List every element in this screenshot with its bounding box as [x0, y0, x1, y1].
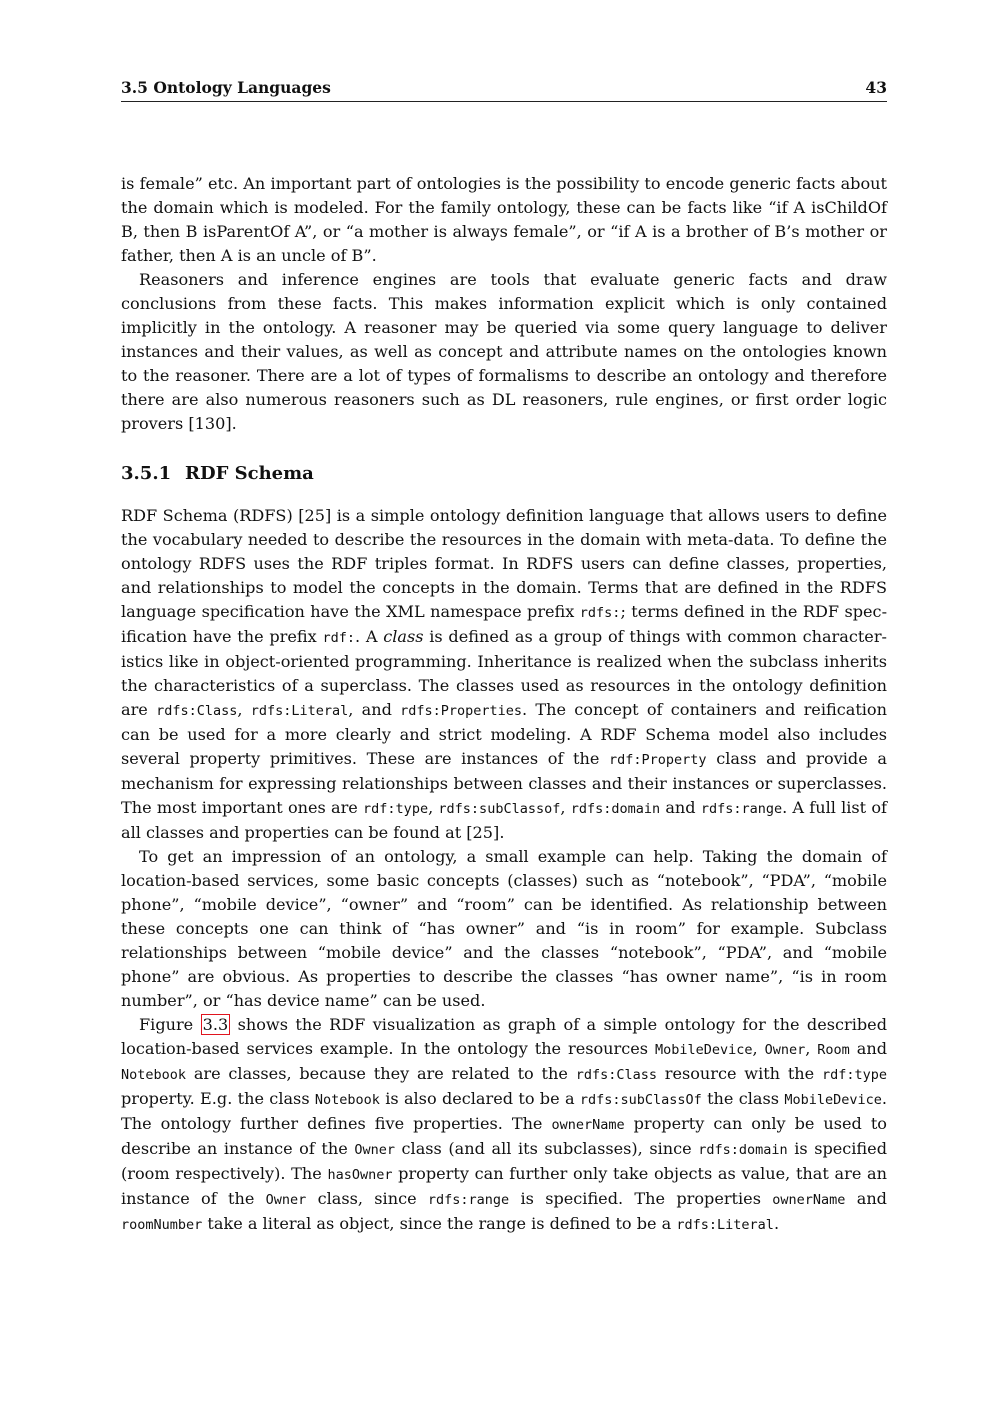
page-number: 43 [865, 78, 887, 97]
header-section-title: 3.5 Ontology Languages [121, 78, 331, 97]
figure-reference-link[interactable]: 3.3 [202, 1015, 229, 1034]
paragraph-reasoners: Reasoners and inference engines are tools that evaluate generic facts and draw conclusions from these facts. This makes information explicit which is only contained implicitly in the ontology. A reasoner may be queried via some query language to deliver instances and their values, as well as concept and attribute names on the ontologies known to the reasoner. There are a lot of types of formalisms to describe an ontology and therefore there are also numerous reasoners such as DL reasoners, rule engines, or first order logic provers [130]. [121, 270, 887, 433]
section-heading [121, 436, 887, 504]
paragraph-rdfs-intro: RDF Schema (RDFS) [25] is a simple ontology definition language that allows users to define the vocabulary needed to describe the resources in the domain with meta-data. To define the ontology RDFS uses the RDF triples format. In RDFS users can define classes, properties, and relationships to model the concepts in the domain. Terms that are defined in the RDFS language specification have the XML namespace prefix rdfs:; terms defined in the RDF specification have the prefix rdf:. A class is defined as a group of things with common characteristics like in object-oriented programming. Inheritance is realized when the subclass inherits the characteristics of a superclass. The classes used as resources in the ontology definition are rdfs:Class, rdfs:Literal, and rdfs:Properties. The concept of containers and reification can be used for a more clearly and strict modeling. A RDF Schema model also includes several property primitives. These are instances of the rdf:Property class and provide a mechanism for expressing relationships between classes and their instances or superclasses. The most important ones are rdf:type, rdfs:subClassof, rdfs:domain and rdfs:range. A full list of all classes and properties can be found at [25]. [121, 506, 888, 842]
page-body [121, 172, 887, 1237]
running-header [121, 76, 887, 102]
section-title: RDF Schema [185, 463, 314, 484]
paragraph-continued: is female” etc. An important part of ontologies is the possibility to encode generic facts about the domain which is modeled. For the family ontology, these can be facts like “if A isChildOf B, then B isParentOf A”, or “a mother is always female”, or “if A is a brother of B’s mother or father, then A is an uncle of B”. [121, 174, 887, 265]
paragraph-example: To get an impression of an ontology, a small example can help. Taking the domain of location-based services, some basic concepts (classes) such as “notebook”, “PDA”, “mobile phone”, “mobile device”, “owner” and “room” can be identified. As relationship between these concepts one can think of “has owner” and “is in room” for example. Subclass relationships between “mobile device” and the classes “notebook”, “PDA”, and “mobile phone” are obvious. As properties to describe the classes “has owner name”, “is in room number”, or “has device name” can be used. [121, 847, 887, 1010]
section-number: 3.5.1 [121, 463, 172, 484]
paragraph-figure-description: Figure 3.3 shows the RDF visualization as graph of a simple ontology for the described location-based services example. In the ontology the resources MobileDevice, Owner, Room and Notebook are classes, because they are related to the rdfs:Class resource with the rdf:type property. E.g. the class Notebook is also declared to be a rdfs:subClassOf the class MobileDevice. The ontology further defines five properties. The ownerName property can only be used to describe an instance of the Owner class (and all its subclasses), since rdfs:domain is specified (room respectively). The hasOwner property can further only take objects as value, that are an instance of the Owner class, since rdfs:range is specified. The properties ownerName and roomNumber take a literal as object, since the range is defined to be a rdfs:Literal. [121, 1015, 888, 1233]
